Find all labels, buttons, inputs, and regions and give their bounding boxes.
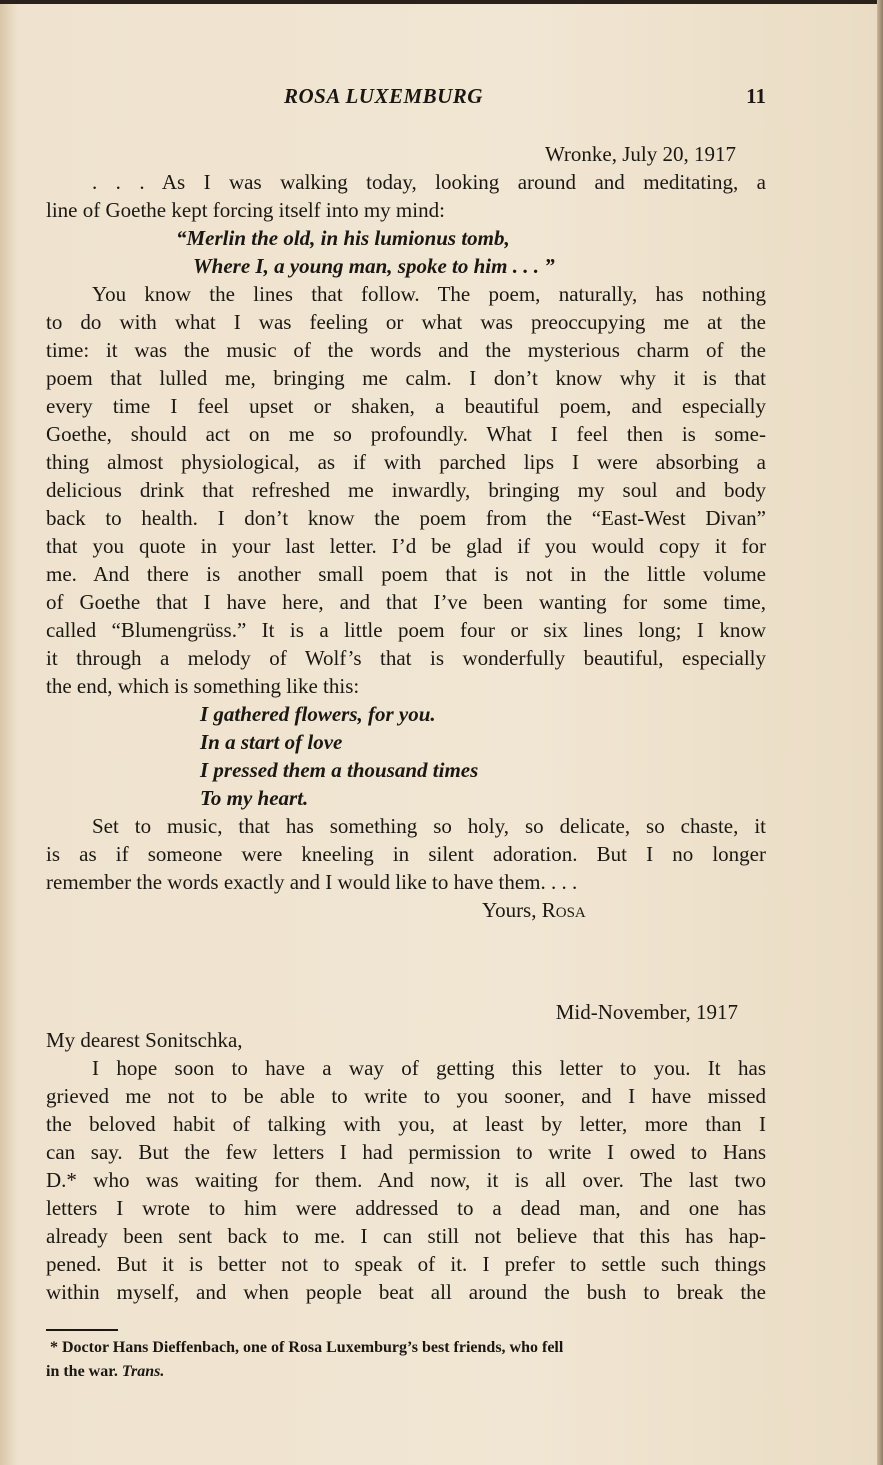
body-line: that you quote in your last letter. I’d be glad if you would copy it for [46, 534, 766, 558]
letter-1-intro-line: . . . As I was walking today, looking around and meditating, a [92, 170, 766, 194]
body-line: delicious drink that refreshed me inwardly, bringing my soul and body [46, 478, 766, 502]
body-line: me. And there is another small poem that is not in the little volume [46, 562, 766, 586]
body-line: pened. But it is better not to speak of it. I prefer to settle such things [46, 1252, 766, 1276]
body-line: thing almost physiological, as if with parched lips I were absorbing a [46, 450, 766, 474]
body-line: called “Blumengrüss.” It is a little poem four or six lines long; I know [46, 618, 766, 642]
body-line: grieved me not to be able to write to you sooner, and I have missed [46, 1084, 766, 1108]
body-line: letters I wrote to him were addressed to a dead man, and one has [46, 1196, 766, 1220]
closing-line: is as if someone were kneeling in silent adoration. But I no longer [46, 842, 766, 866]
body-line: the end, which is something like this: [46, 674, 360, 698]
letter-1 [46, 140, 766, 924]
goethe-quote-line: “Merlin the old, in his lumionus tomb, [176, 226, 510, 250]
body-line: poem that lulled me, bringing me calm. I don’t know why it is that [46, 366, 766, 390]
body-line: I hope soon to have a way of getting this letter to you. It has [92, 1056, 766, 1080]
body-line: time: it was the music of the words and the mysterious charm of the [46, 338, 766, 362]
page-header [46, 84, 766, 112]
footnote-line: * Doctor Hans Dieffenbach, one of Rosa Luxemburg’s best friends, who fell [50, 1339, 564, 1356]
poem-line: In a start of love [200, 730, 343, 754]
page-top-edge [0, 0, 883, 4]
letter-2-salutation: My dearest Sonitschka, [46, 1028, 243, 1052]
footnote-line [46, 1360, 766, 1384]
closing-line: remember the words exactly and I would like to have them. . . . [46, 870, 578, 894]
body-line: You know the lines that follow. The poem, naturally, has nothing [92, 282, 766, 306]
body-line: within myself, and when people beat all around the bush to break the [46, 1280, 766, 1304]
footnote [46, 1336, 766, 1384]
page-right-edge [877, 0, 883, 1465]
footnote-text: in the war. [46, 1363, 118, 1380]
body-line: already been sent back to me. I can still not believe that this has hap- [46, 1224, 766, 1248]
body-line: can say. But the few letters I had permission to write I owed to Hans [46, 1140, 766, 1164]
signoff-name: Rosa [541, 898, 586, 922]
running-head: ROSA LUXEMBURG [284, 84, 483, 108]
letter-2 [46, 998, 766, 1306]
footnote-trans: Trans. [121, 1363, 165, 1380]
body-line: the beloved habit of talking with you, at least by letter, more than I [46, 1112, 766, 1136]
signoff-prefix: Yours, [482, 898, 537, 922]
letter-1-dateline: Wronke, July 20, 1917 [544, 142, 736, 166]
body-line: D.* who was waiting for them. And now, it is all over. The last two [46, 1168, 766, 1192]
poem-line: I pressed them a thousand times [200, 758, 479, 782]
goethe-quote-line: Where I, a young man, spoke to him . . . ” [193, 254, 555, 278]
letter-1-intro-line: line of Goethe kept forcing itself into my mind: [46, 198, 445, 222]
poem-line: To my heart. [200, 786, 309, 810]
body-line: Goethe, should act on me so profoundly. What I feel then is some- [46, 422, 766, 446]
signoff [46, 896, 766, 924]
footnote-rule [46, 1329, 118, 1331]
body-line: to do with what I was feeling or what was preoccupying me at the [46, 310, 766, 334]
page-number: 11 [746, 84, 766, 108]
body-line: back to health. I don’t know the poem from the “East-West Divan” [46, 506, 766, 530]
closing-line: Set to music, that has something so holy, so delicate, so chaste, it [92, 814, 766, 838]
body-line: it through a melody of Wolf’s that is wonderfully beautiful, especially [46, 646, 766, 670]
body-line: of Goethe that I have here, and that I’ve been wanting for some time, [46, 590, 766, 614]
poem-line: I gathered flowers, for you. [200, 702, 436, 726]
letter-2-dateline: Mid-November, 1917 [555, 1000, 738, 1024]
body-line: every time I feel upset or shaken, a beautiful poem, and especially [46, 394, 766, 418]
